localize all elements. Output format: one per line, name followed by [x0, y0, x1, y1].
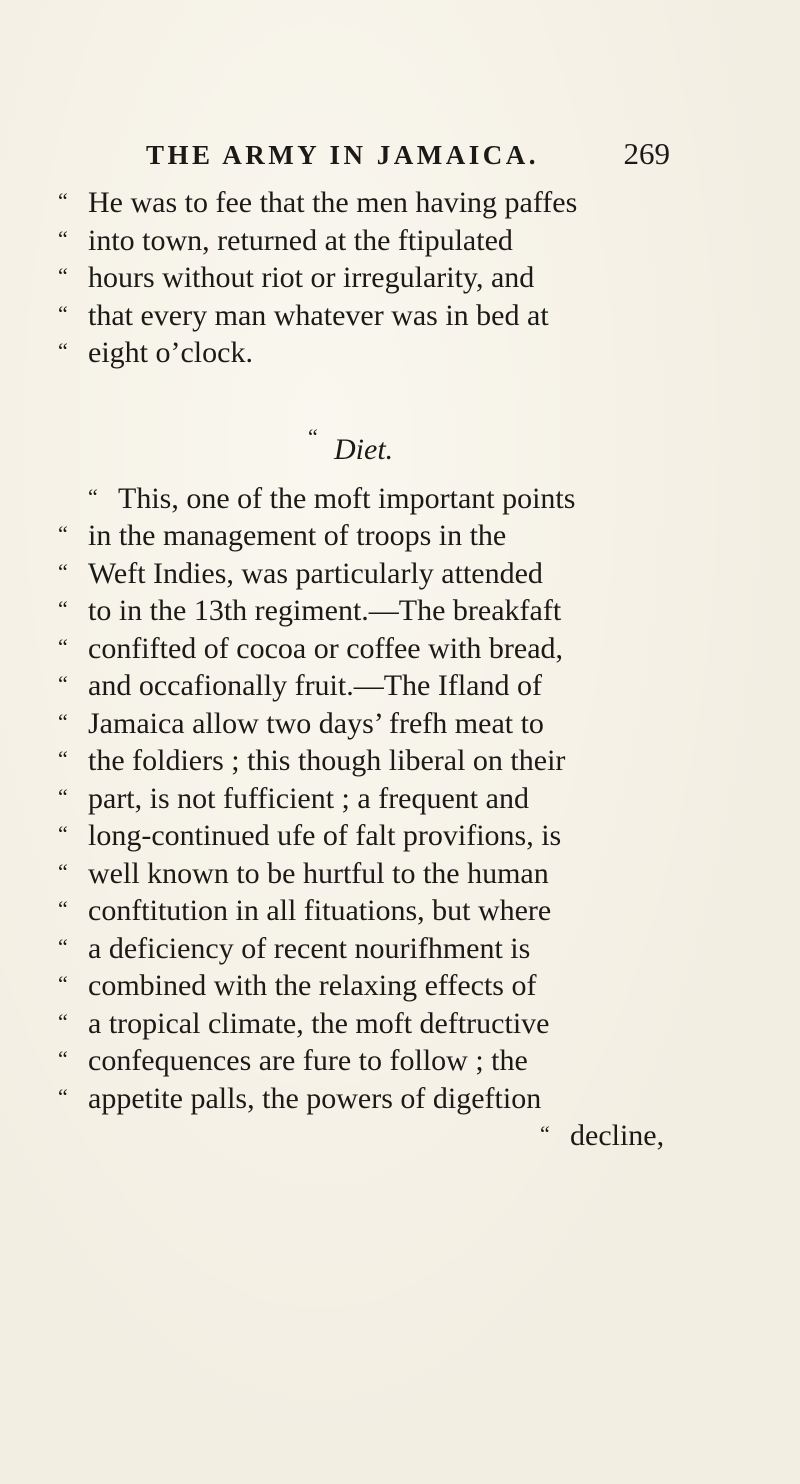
text-line: “ long-continued ufe of falt provifions, is [58, 819, 562, 852]
text-line: “ He was to fee that the men having paffes [58, 186, 578, 219]
quote-mark: “ [88, 483, 98, 509]
quote-mark: “ [58, 1046, 68, 1071]
text-line: “ appetite palls, the powers of digeftion [58, 1081, 542, 1115]
text-line: “ confequences are fure to follow ; the [58, 1044, 528, 1077]
quote-mark: “ [58, 671, 68, 696]
page-number: 269 [623, 136, 670, 171]
text-line: “ to in the 13th regiment.—The breakfaft [58, 594, 562, 627]
text-line: “ conftitution in all fituations, but where [58, 894, 552, 927]
text-line: “ Jamaica allow two days’ frefh meat to [58, 706, 544, 740]
text-line: “ a deficiency of recent nourifhment is [58, 931, 531, 965]
text-line: “ part, is not fufficient ; a frequent and [58, 781, 529, 815]
quote-mark: “ [58, 521, 68, 546]
quote-mark: “ [58, 558, 68, 584]
quote-mark: “ [58, 300, 68, 326]
section-heading: “ Diet. [58, 420, 668, 480]
text-line: “ well known to be hurtful to the human [58, 856, 549, 890]
running-head: THE ARMY IN JAMAICA. [146, 140, 539, 170]
quote-mark: “ [58, 708, 68, 734]
quote-mark: “ [540, 1121, 550, 1146]
quote-mark: “ [58, 338, 68, 363]
page-header [140, 136, 670, 180]
quote-mark: “ [58, 633, 68, 659]
text-line: “ a tropical climate, the moft deftructive [58, 1006, 550, 1040]
quote-mark: “ [58, 933, 68, 959]
quote-mark: “ [58, 263, 68, 288]
text-line: “ confifted of cocoa or coffee with bread, [58, 631, 564, 665]
text-line: “ into town, returned at the ftipulated [58, 223, 513, 257]
text-line: “ This, one of the moft important points [88, 481, 576, 515]
quote-mark: “ [58, 858, 68, 884]
quote-mark: “ [58, 1008, 68, 1034]
quote-mark: “ [58, 596, 68, 621]
text-line: “ Weft Indies, was particularly attended [58, 556, 543, 590]
spacer [58, 372, 668, 420]
text-line: “ eight o’clock. [58, 336, 253, 369]
quote-mark: “ [58, 971, 68, 996]
text-line: “ hours without riot or irregularity, and [58, 261, 535, 294]
quote-mark: “ [58, 1083, 68, 1109]
quote-mark: “ [58, 225, 68, 251]
quote-mark: “ [58, 783, 68, 809]
quote-mark: “ [308, 423, 318, 449]
text-line: “ that every man whatever was in bed at [58, 298, 549, 332]
text-line: “ the foldiers ; this though liberal on their [58, 744, 566, 777]
quote-mark: “ [58, 896, 68, 921]
text-line: “ combined with the relaxing effects of [58, 969, 537, 1002]
catchword-line [58, 1117, 668, 1155]
text-line: “ in the management of troops in the [58, 519, 507, 552]
text-line: “ and occafionally fruit.—The Ifland of [58, 669, 542, 702]
quote-mark: “ [58, 746, 68, 771]
body-text [58, 184, 668, 1155]
quote-mark: “ [58, 188, 68, 213]
catchword: decline, [570, 1119, 665, 1152]
quote-mark: “ [58, 821, 68, 846]
